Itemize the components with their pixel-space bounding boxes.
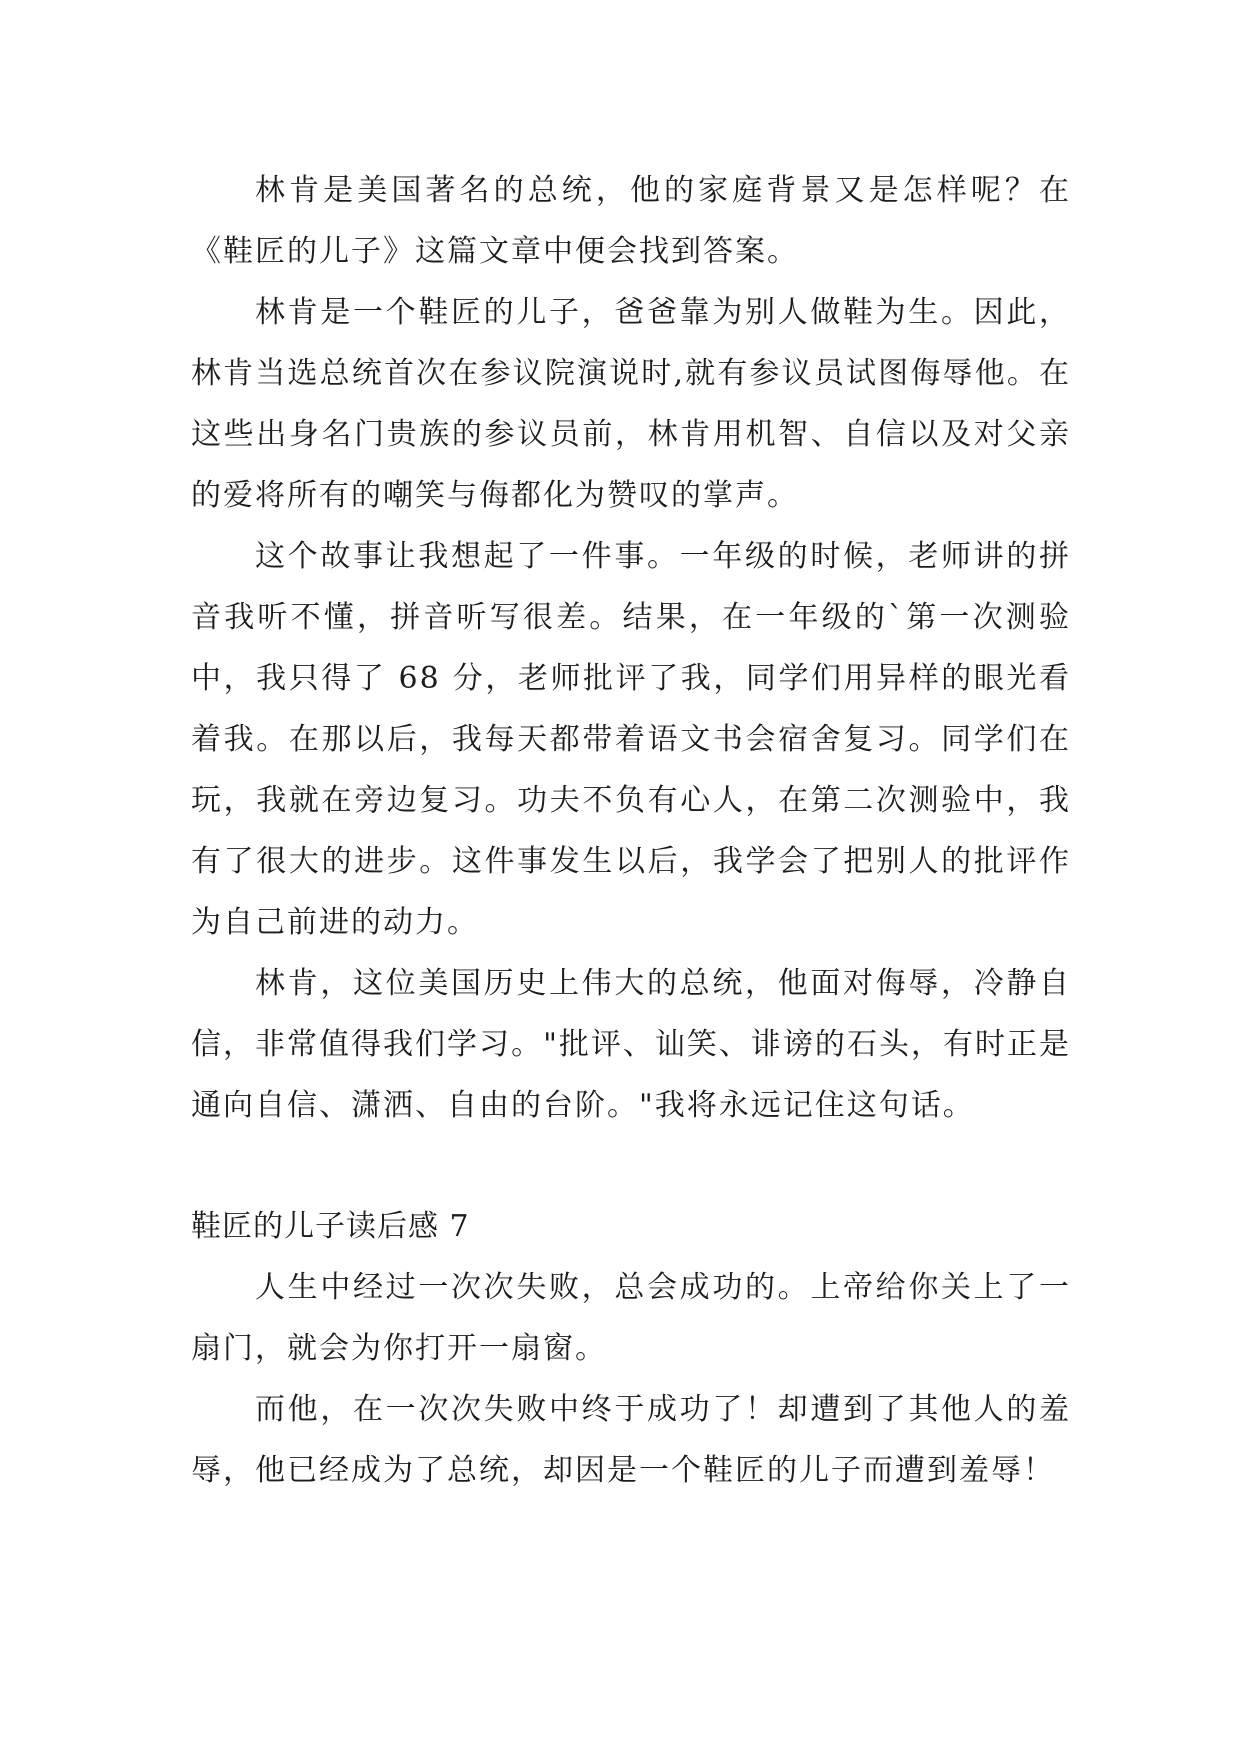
document-body	[191, 160, 1071, 1501]
paragraph-section2-body: 而他，在一次次失败中终于成功了！却遭到了其他人的羞辱，他已经成为了总统，却因是一个鞋匠的儿子而遭到羞辱！	[191, 1392, 1071, 1488]
paragraph-section2-intro: 人生中经过一次次失败，总会成功的。上帝给你关上了一扇门，就会为你打开一扇窗。	[191, 1270, 1071, 1366]
section-heading: 鞋匠的儿子读后感 7	[191, 1209, 470, 1244]
paragraph-personal-story: 这个故事让我想起了一件事。一年级的时候，老师讲的拼音我听不懂，拼音听写很差。结果，在一年级的`第一次测验中，我只得了 68 分，老师批评了我，同学们用异样的眼光看着我。在那以后，我每天都带着语文书会宿舍复习。同学们在玩，我就在旁边复习。功夫不负有心人，在第二次测验中，我有了很大的进步。这件事发生以后，我学会了把别人的批评作为自己前进的动力。	[191, 539, 1071, 940]
section-gap	[191, 1136, 1071, 1196]
paragraph-intro: 林肯是美国著名的总统，他的家庭背景又是怎样呢？在《鞋匠的儿子》这篇文章中便会找到答案。	[191, 173, 1071, 269]
paragraph-lincoln-background: 林肯是一个鞋匠的儿子，爸爸靠为别人做鞋为生。因此，林肯当选总统首次在参议院演说时,就有参议员试图侮辱他。在这些出身名门贵族的参议员前，林肯用机智、自信以及对父亲的爱将所有的嘲笑与侮都化为赞叹的掌声。	[191, 295, 1071, 513]
paragraph-conclusion: 林肯，这位美国历史上伟大的总统，他面对侮辱，冷静自信，非常值得我们学习。"批评、讪笑、诽谤的石头，有时正是通向自信、潇洒、自由的台阶。"我将永远记住这句话。	[191, 966, 1071, 1123]
